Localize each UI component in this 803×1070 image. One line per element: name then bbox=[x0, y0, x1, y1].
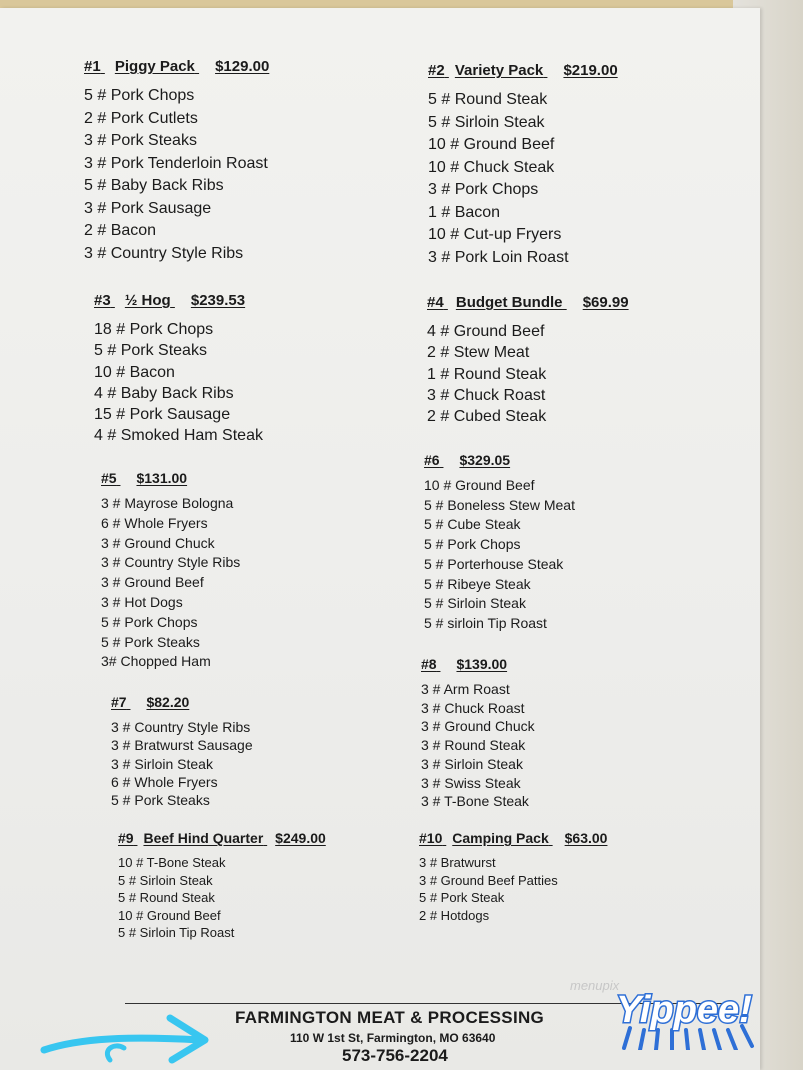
pack-price: $139.00 bbox=[456, 656, 508, 672]
pack-name: Piggy Pack bbox=[114, 58, 195, 75]
business-name: FARMINGTON MEAT & PROCESSING bbox=[235, 1008, 545, 1027]
pack-item: 5 # Pork Steak bbox=[419, 890, 505, 905]
pack-10 bbox=[419, 830, 607, 924]
pack-item: 5 # Pork Chops bbox=[424, 536, 521, 553]
pack-item: 5 # Pork Steaks bbox=[101, 633, 200, 650]
pack-item: 4 # Smoked Ham Steak bbox=[94, 427, 263, 445]
pack-name: ½ Hog bbox=[124, 292, 171, 309]
pack-price: $329.05 bbox=[459, 452, 511, 468]
pack-item: 3 # Ground Chuck bbox=[101, 534, 215, 551]
pack-item: 3 # Chuck Roast bbox=[421, 699, 525, 716]
pack-1 bbox=[84, 58, 269, 265]
pack-item: 4 # Baby Back Ribs bbox=[94, 384, 234, 402]
pack-heading bbox=[419, 830, 607, 846]
pack-item: 5 # Sirloin Steak bbox=[118, 872, 213, 888]
pack-6 bbox=[424, 452, 575, 634]
pack-2 bbox=[428, 62, 618, 269]
pack-price: $239.53 bbox=[190, 292, 246, 309]
pack-heading bbox=[101, 470, 240, 486]
pack-item: 10 # Ground Beef bbox=[118, 907, 221, 923]
pack-item: 5 # Sirloin Tip Roast bbox=[118, 925, 235, 940]
pack-5 bbox=[101, 470, 240, 672]
business-address: 110 W 1st St, Farmington, MO 63640 bbox=[290, 1031, 496, 1045]
pack-number: #4 bbox=[427, 294, 444, 311]
pack-name: Budget Bundle bbox=[455, 294, 563, 311]
pack-item: 5 # sirloin Tip Roast bbox=[424, 614, 547, 631]
pack-item: 3 # Chuck Roast bbox=[427, 386, 546, 404]
pack-8 bbox=[421, 656, 535, 811]
pack-item: 10 # T-Bone Steak bbox=[118, 855, 226, 870]
pack-price: $82.20 bbox=[146, 694, 190, 710]
pack-price: $63.00 bbox=[564, 830, 608, 846]
pack-number: #7 bbox=[111, 694, 127, 710]
pack-price: $219.00 bbox=[563, 62, 618, 79]
pack-item: 3 # Ground Chuck bbox=[421, 718, 535, 735]
pack-item: 5 # Pork Chops bbox=[84, 87, 195, 104]
pack-7 bbox=[111, 694, 253, 809]
business-phone: 573-756-2204 bbox=[342, 1046, 448, 1065]
pack-3 bbox=[94, 292, 263, 447]
pack-heading bbox=[118, 830, 326, 846]
pack-name: Beef Hind Quarter bbox=[143, 830, 264, 846]
pack-item: 2 # Cubed Steak bbox=[427, 408, 547, 426]
pack-heading bbox=[421, 656, 535, 672]
pack-item: 6 # Whole Fryers bbox=[101, 514, 208, 531]
pack-item: 3 # Country Style Ribs bbox=[111, 719, 251, 735]
pack-item: 3# Chopped Ham bbox=[101, 653, 211, 670]
pack-item: 6 # Whole Fryers bbox=[111, 773, 218, 790]
pack-heading bbox=[427, 294, 629, 311]
yippee-sticker bbox=[610, 980, 770, 1050]
menu-sheet bbox=[0, 8, 760, 1070]
pack-number: #8 bbox=[421, 656, 437, 672]
pack-item: 3 # Country Style Ribs bbox=[84, 244, 244, 262]
pack-item: 10 # Ground Beef bbox=[424, 477, 535, 493]
sticker-burst-icon bbox=[610, 980, 770, 1050]
pack-item: 3 # Pork Loin Roast bbox=[428, 248, 569, 266]
pack-item: 5 # Pork Steaks bbox=[111, 792, 210, 809]
pack-item: 3 # Sirloin Steak bbox=[111, 755, 213, 772]
pack-item: 5 # Round Steak bbox=[428, 91, 548, 108]
pack-item: 1 # Bacon bbox=[428, 203, 501, 221]
pack-item: 3 # Mayrose Bologna bbox=[101, 495, 234, 511]
pack-heading bbox=[84, 58, 269, 75]
pack-item: 3 # Arm Roast bbox=[421, 681, 510, 697]
pack-4 bbox=[427, 294, 629, 427]
pack-price: $131.00 bbox=[136, 470, 188, 486]
pack-heading bbox=[424, 452, 575, 468]
pack-item: 10 # Bacon bbox=[94, 363, 175, 381]
watermark-text: menupix bbox=[570, 978, 620, 993]
pack-item: 1 # Round Steak bbox=[427, 365, 547, 383]
pack-item: 2 # Stew Meat bbox=[427, 344, 530, 362]
pack-item: 2 # Hotdogs bbox=[419, 907, 490, 923]
pack-item: 3 # Pork Steaks bbox=[84, 132, 197, 149]
pack-item: 10 # Chuck Steak bbox=[428, 158, 555, 176]
pack-item: 5 # Sirloin Steak bbox=[428, 113, 545, 131]
pack-item: 5 # Ribeye Steak bbox=[424, 575, 531, 592]
pack-number: #1 bbox=[84, 58, 101, 75]
pack-item: 10 # Cut-up Fryers bbox=[428, 226, 562, 243]
pack-item: 5 # Round Steak bbox=[118, 890, 215, 905]
pack-item: 5 # Pork Chops bbox=[101, 613, 198, 630]
pack-item: 5 # Cube Steak bbox=[424, 516, 521, 533]
pack-item: 18 # Pork Chops bbox=[94, 321, 214, 338]
pack-item: 3 # Country Style Ribs bbox=[101, 554, 241, 571]
pack-number: #10 bbox=[419, 830, 443, 846]
pack-item: 3 # Bratwurst bbox=[419, 855, 496, 870]
pack-item: 4 # Ground Beef bbox=[427, 323, 545, 340]
pack-item: 3 # Hot Dogs bbox=[101, 593, 183, 610]
pack-item: 2 # Pork Cutlets bbox=[84, 109, 198, 127]
pack-item: 5 # Baby Back Ribs bbox=[84, 177, 224, 194]
pack-item: 3 # Pork Chops bbox=[428, 181, 539, 198]
pack-item: 2 # Bacon bbox=[84, 222, 157, 239]
pack-item: 5 # Porterhouse Steak bbox=[424, 555, 564, 572]
pack-number: #5 bbox=[101, 470, 117, 486]
pack-item: 3 # Round Steak bbox=[421, 737, 526, 754]
pack-item: 3 # Sirloin Steak bbox=[421, 755, 523, 772]
sticker-text: Yippee! bbox=[616, 989, 752, 1031]
pack-number: #3 bbox=[94, 292, 111, 309]
pack-item: 3 # T-Bone Steak bbox=[421, 793, 529, 810]
pack-heading bbox=[111, 694, 253, 710]
pack-item: 5 # Sirloin Steak bbox=[424, 595, 526, 612]
pack-name: Variety Pack bbox=[454, 62, 544, 79]
pack-item: 3 # Pork Tenderloin Roast bbox=[84, 154, 268, 172]
pack-name: Camping Pack bbox=[452, 830, 549, 846]
pack-price: $249.00 bbox=[275, 830, 326, 846]
pack-item: 3 # Swiss Steak bbox=[421, 774, 521, 791]
pack-heading bbox=[94, 292, 263, 309]
pack-item: 5 # Boneless Stew Meat bbox=[424, 496, 575, 513]
pack-item: 3 # Pork Sausage bbox=[84, 199, 212, 217]
pack-number: #2 bbox=[428, 62, 445, 79]
pack-item: 3 # Ground Beef Patties bbox=[419, 872, 558, 888]
pack-price: $69.99 bbox=[582, 294, 629, 311]
pack-number: #9 bbox=[118, 830, 134, 846]
arrow-icon bbox=[40, 1010, 220, 1070]
pack-item: 3 # Bratwurst Sausage bbox=[111, 737, 253, 754]
pack-item: 10 # Ground Beef bbox=[428, 136, 555, 153]
pack-9 bbox=[118, 830, 326, 942]
pack-item: 15 # Pork Sausage bbox=[94, 406, 231, 424]
pack-item: 5 # Pork Steaks bbox=[94, 342, 207, 360]
pack-item: 3 # Ground Beef bbox=[101, 574, 204, 591]
pack-price: $129.00 bbox=[215, 58, 270, 75]
pack-number: #6 bbox=[424, 452, 440, 468]
pack-heading bbox=[428, 62, 618, 79]
